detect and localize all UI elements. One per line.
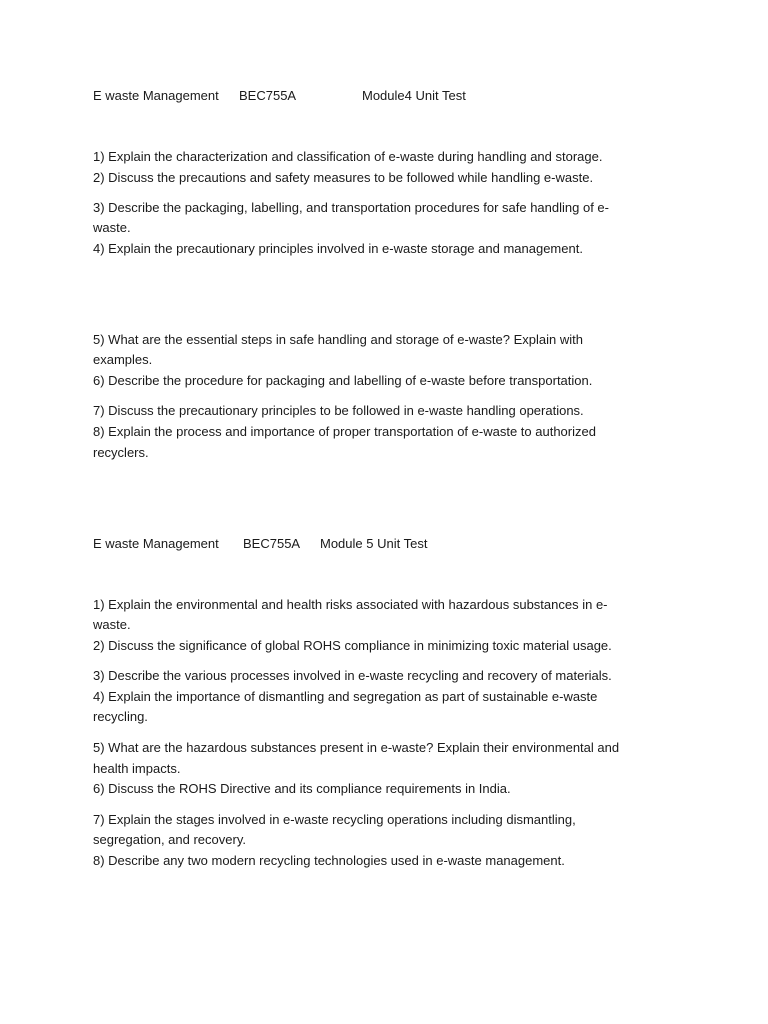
module5-line: 1) Explain the environmental and health risks associated with hazardous substances in e- — [93, 597, 608, 612]
module5-line: health impacts. — [93, 761, 181, 776]
module5-course-title: E waste Management — [93, 536, 219, 551]
module4-test-title: Module4 Unit Test — [362, 88, 466, 103]
module5-line: waste. — [93, 617, 131, 632]
module4-course-title: E waste Management — [93, 88, 219, 103]
module4-line: examples. — [93, 352, 153, 367]
module4-line: 5) What are the essential steps in safe handling and storage of e-waste? Explain with — [93, 332, 583, 347]
module5-line: 8) Describe any two modern recycling technologies used in e-waste management. — [93, 853, 565, 868]
module4-line: 7) Discuss the precautionary principles to be followed in e-waste handling operations. — [93, 403, 584, 418]
module4-header — [93, 86, 513, 106]
module5-line: 5) What are the hazardous substances present in e-waste? Explain their environmental and — [93, 740, 620, 755]
module5-course-code: BEC755A — [243, 536, 301, 551]
module4-course-code: BEC755A — [239, 88, 297, 103]
module5-line: 6) Discuss the ROHS Directive and its compliance requirements in India. — [93, 781, 511, 796]
module4-line: waste. — [93, 220, 131, 235]
module4-line: 3) Describe the packaging, labelling, and transportation procedures for safe handling of e- — [93, 200, 609, 215]
module5-line: segregation, and recovery. — [93, 832, 246, 847]
module5-line: 7) Explain the stages involved in e-waste recycling operations including dismantling, — [93, 812, 576, 827]
module4-line: 2) Discuss the precautions and safety measures to be followed while handling e-waste. — [93, 170, 594, 185]
module5-line: recycling. — [93, 709, 148, 724]
module5-header — [93, 534, 513, 554]
module5-line: 3) Describe the various processes involved in e-waste recycling and recovery of materials. — [93, 668, 612, 683]
module4-line: 8) Explain the process and importance of proper transportation of e-waste to authorized — [93, 424, 596, 439]
module5-line: 4) Explain the importance of dismantling and segregation as part of sustainable e-waste — [93, 689, 598, 704]
module4-line: 6) Describe the procedure for packaging and labelling of e-waste before transportation. — [93, 373, 593, 388]
module5-line: 2) Discuss the significance of global ROHS compliance in minimizing toxic material usage. — [93, 638, 612, 653]
module4-line: recyclers. — [93, 445, 149, 460]
module4-line: 1) Explain the characterization and classification of e-waste during handling and storage. — [93, 149, 603, 164]
module5-test-title: Module 5 Unit Test — [320, 536, 428, 551]
module4-line: 4) Explain the precautionary principles involved in e-waste storage and management. — [93, 241, 583, 256]
